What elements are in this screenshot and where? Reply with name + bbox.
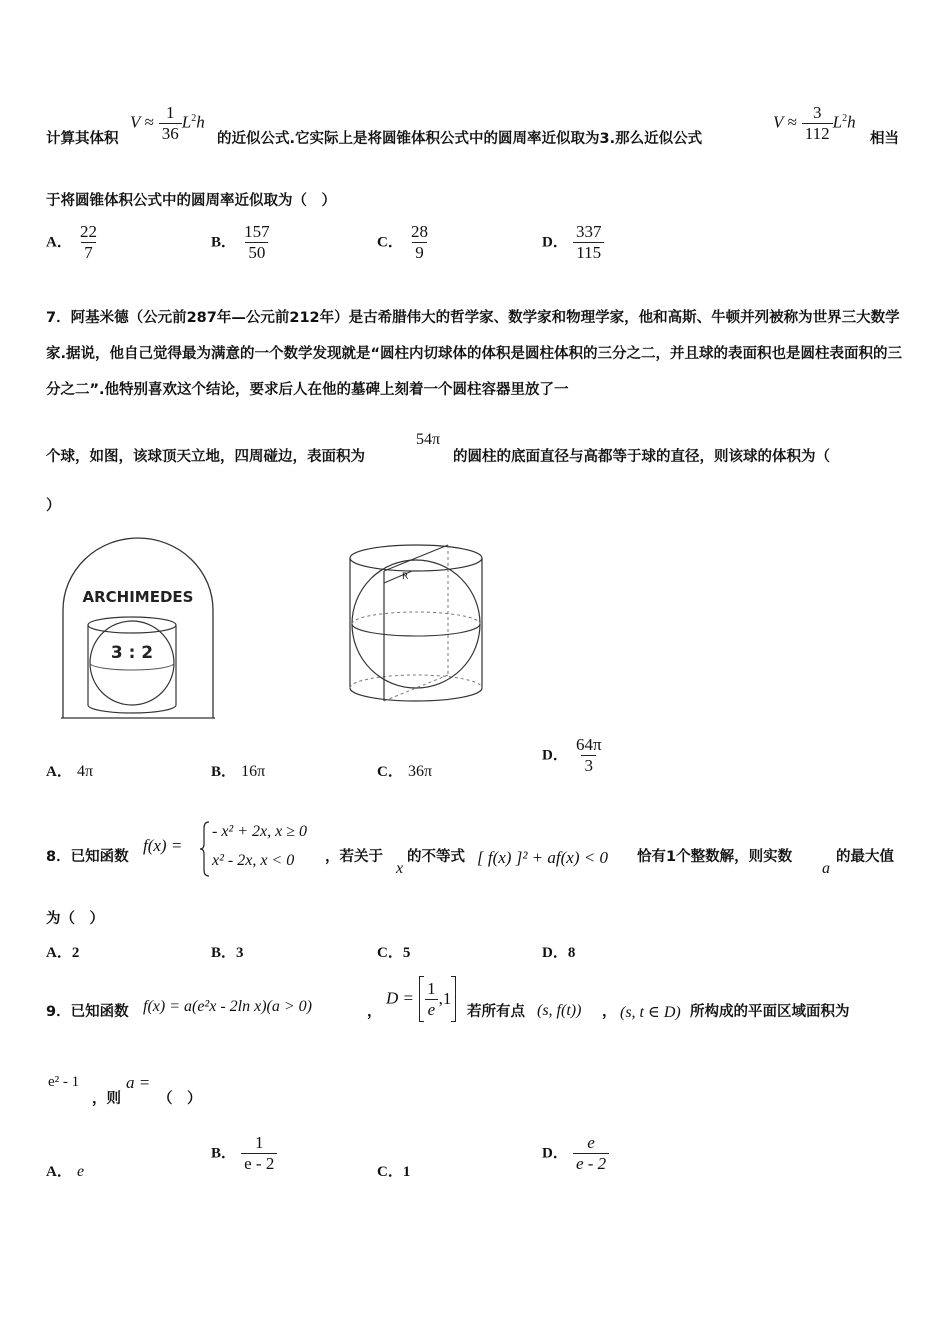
q6-option-d-num: 337: [575, 222, 602, 241]
q6-option-b-label: B．: [211, 234, 237, 251]
q6-option-c[interactable]: [377, 222, 431, 262]
tombstone-outline: [63, 538, 213, 718]
q9-domain: [386, 976, 456, 1022]
q6-text-2: 的近似公式.它实际上是将圆锥体积公式中的圆周率近似取为3.那么近似公式: [217, 131, 703, 147]
radius-label: R: [402, 572, 409, 582]
q8-case-1: - x² + 2x, x ≥ 0: [212, 823, 308, 840]
q7-option-b-value: 16π: [241, 763, 266, 780]
q6-formula-2-den: 112: [802, 123, 833, 144]
q7-stem-4: ）: [46, 498, 61, 514]
q9-text-6: ，则: [92, 1091, 121, 1107]
q6-option-c-label: C．: [377, 234, 403, 251]
q9-option-c-label: C．: [377, 1164, 403, 1180]
q9-text-4: ，: [602, 1004, 617, 1020]
tomb-cylinder-bottom: [88, 705, 176, 713]
q9-text-3: 若所有点: [467, 1004, 525, 1020]
top-diameter: [384, 545, 448, 571]
q6-formula-1-den: 36: [159, 123, 182, 144]
q7-option-d-fraction: [573, 735, 605, 775]
q7-stem-2: 个球，如图，该球顶天立地，四周碰边，表面积为: [46, 449, 365, 465]
cylinder-bottom-front: [350, 688, 482, 701]
q6-option-c-fraction: [408, 222, 431, 262]
q6-formula-2-exp: 2: [842, 113, 848, 125]
q8-case-2: x² - 2x, x < 0: [212, 852, 295, 869]
q6-option-b[interactable]: [211, 222, 273, 262]
q7-option-c-label: C．: [377, 764, 403, 780]
q8-text-5: 的最大值: [836, 849, 894, 865]
q9-option-d-label: D．: [542, 1145, 568, 1162]
q6-option-b-fraction: [241, 222, 273, 262]
q6-formula-1-exp: 2: [191, 113, 197, 125]
q9-text-1: 9．已知函数: [46, 1004, 129, 1020]
q9-function: f(x) = a(e²x - 2ln x)(a > 0): [143, 998, 312, 1015]
q9-a-eq: a =: [126, 1073, 151, 1092]
q6-option-b-num: 157: [244, 222, 270, 241]
q8-fx: f(x) =: [143, 836, 183, 855]
q7-option-b[interactable]: [211, 760, 265, 781]
q8-option-b-value: 3: [236, 945, 244, 961]
q6-formula-2-lhs: V ≈: [773, 112, 797, 132]
q6-option-d[interactable]: [542, 222, 604, 262]
q8-option-a-label: A．: [46, 945, 72, 961]
q7-option-a[interactable]: [46, 760, 93, 781]
q9-domain-den: e: [425, 999, 439, 1020]
q9-option-d[interactable]: [542, 1133, 609, 1173]
q9-option-b-num: 1: [254, 1133, 264, 1152]
q6-formula-2-num: 3: [812, 103, 822, 122]
q8-text-4: 恰有1个整数解，则实数: [637, 849, 793, 865]
q9-text-2: ，: [367, 1004, 382, 1020]
q8-text-2: ，若关于: [325, 849, 383, 865]
q9-domain-right-bracket: [451, 976, 456, 1022]
q6-option-c-den: 9: [412, 242, 427, 263]
q6-text-1: 计算其体积: [46, 131, 119, 147]
q9-area: e² - 1: [48, 1074, 80, 1090]
q6-formula-1-h: h: [196, 112, 205, 132]
q7-option-c[interactable]: [377, 760, 432, 781]
q9-option-d-den: e - 2: [573, 1153, 609, 1174]
q9-option-b[interactable]: [211, 1133, 277, 1173]
q9-option-c-value: 1: [402, 1164, 411, 1180]
q6-formula-2-L: L: [832, 112, 843, 132]
q6-option-a-label: A．: [46, 234, 72, 251]
q9-option-d-num: e: [587, 1133, 595, 1152]
q9-domain-tail: ,1: [438, 989, 452, 1008]
inscribed-sphere-figure: [342, 538, 490, 718]
q8-option-d-label: D．: [542, 945, 568, 961]
q6-text-3: 相当: [870, 131, 899, 147]
q6-formula-1: [130, 103, 205, 143]
q7-option-d-label: D．: [542, 747, 568, 764]
q8-option-c-label: C．: [377, 945, 403, 961]
q6-option-d-label: D．: [542, 234, 568, 251]
q6-option-a[interactable]: [46, 222, 100, 262]
q6-option-b-den: 50: [245, 242, 268, 263]
q7-option-a-label: A．: [46, 764, 72, 780]
sphere-equator-back: [352, 612, 480, 624]
archimedes-tombstone-figure: [58, 535, 218, 721]
q6-formula-1-L: L: [181, 112, 192, 132]
archimedes-ratio: 3 : 2: [110, 643, 154, 663]
q9-text-7: （ ）: [158, 1091, 202, 1107]
q9-option-c[interactable]: [377, 1160, 410, 1181]
sphere-equator-front: [352, 624, 480, 636]
q7-option-c-value: 36π: [407, 763, 433, 780]
q6-option-d-fraction: [573, 222, 605, 262]
q8-inequality: [ f(x) ]² + af(x) < 0: [477, 848, 608, 867]
q8-option-b[interactable]: [211, 941, 244, 962]
q6-option-c-num: 28: [410, 222, 428, 241]
tomb-sphere-equator: [90, 663, 174, 670]
q9-option-a[interactable]: [46, 1160, 84, 1181]
q6-option-a-num: 22: [79, 222, 97, 241]
q8-text-3: 的不等式: [407, 849, 465, 865]
q6-text-4: 于将圆锥体积公式中的圆周率近似取为（ ）: [46, 193, 336, 209]
q6-formula-1-lhs: V ≈: [130, 112, 154, 132]
q8-brace-icon: [199, 820, 211, 878]
q6-option-d-den: 115: [573, 242, 604, 263]
q9-domain-num: 1: [427, 978, 436, 998]
q8-option-a[interactable]: [46, 941, 79, 962]
q9-domain-fraction: [424, 979, 439, 1019]
q9-option-b-label: B．: [211, 1145, 237, 1162]
q7-stem-3: 的圆柱的底面直径与高都等于球的直径，则该球的体积为（: [453, 449, 830, 465]
q8-var-x: x: [396, 860, 404, 877]
q7-option-d-num: 64π: [575, 735, 602, 754]
q9-domain-lhs: D =: [386, 988, 414, 1008]
q6-formula-1-fraction: [159, 103, 182, 143]
q7-option-a-value: 4π: [76, 763, 94, 780]
q6-option-a-den: 7: [81, 242, 96, 263]
q9-option-d-fraction: [573, 1133, 609, 1173]
q8-var-a: a: [822, 860, 830, 877]
q9-option-b-den: e - 2: [241, 1153, 277, 1174]
q6-formula-2: [773, 103, 856, 143]
q8-option-c-value: 5: [402, 945, 411, 961]
q7-stem: 7．阿基米德（公元前287年—公元前212年）是古希腊伟大的哲学家、数学家和物理学家，他和高斯、牛顿并列被称为世界三大数学家.据说，他自己觉得最为满意的一个数学发现就是“圆柱内切球体的体积是圆柱体积的三分之二，并且球的表面积也是圆柱表面积的三分之二”.他特别喜欢这个结论，要求后人在他的墓碑上刻着一个圆柱容器里放了一: [46, 310, 903, 398]
q7-area-expr: 54π: [416, 431, 441, 448]
q7-option-b-label: B．: [211, 764, 237, 780]
sphere-outline: [352, 560, 480, 688]
q8-option-d-value: 8: [567, 945, 576, 961]
q8-text-6: 为（ ）: [46, 911, 104, 927]
q6-option-a-fraction: [77, 222, 100, 262]
q6-formula-1-num: 1: [166, 103, 175, 122]
q9-point: (s, f(t)): [537, 1002, 582, 1019]
q7-option-d-den: 3: [581, 755, 596, 776]
q6-formula-2-h: h: [847, 112, 856, 132]
q8-option-b-label: B．: [211, 945, 237, 961]
q8-brace: [199, 820, 211, 878]
q9-option-b-fraction: [241, 1133, 277, 1173]
archimedes-title: ARCHIMEDES: [82, 588, 194, 606]
q8-option-d[interactable]: [542, 941, 575, 962]
q9-option-a-label: A．: [46, 1164, 72, 1180]
q8-option-a-value: 2: [71, 945, 80, 961]
tomb-cylinder-top: [88, 617, 176, 633]
q9-text-5: 所构成的平面区域面积为: [690, 1004, 850, 1020]
q7-option-d[interactable]: [542, 735, 605, 775]
cylinder-bottom-back: [350, 675, 482, 688]
q9-condition: (s, t ∈ D): [620, 1004, 681, 1021]
q8-option-c[interactable]: [377, 941, 410, 962]
q6-formula-2-fraction: [802, 103, 833, 143]
q9-option-a-value: e: [76, 1163, 85, 1180]
q8-text-1: 8．已知函数: [46, 849, 129, 865]
